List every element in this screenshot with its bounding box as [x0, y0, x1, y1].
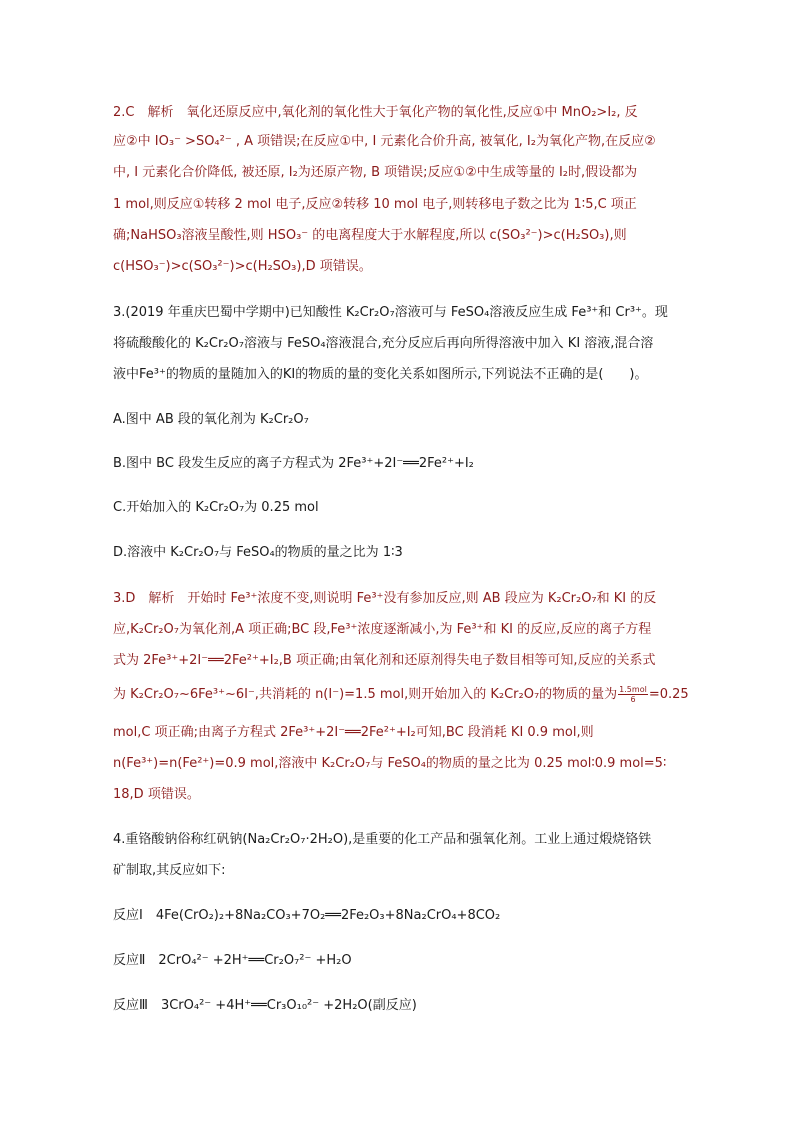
q3-answer-line-4-text: 为 K₂Cr₂O₇~6Fe³⁺~6I⁻,共消耗的 n(I⁻)=1.5 mol,则开始加入的 K₂Cr₂O₇的物质的量为 — [113, 687, 618, 702]
q3-option-c: C.开始加入的 K₂Cr₂O₇为 0.25 mol — [113, 500, 319, 515]
fraction-numerator: 1.5mol — [619, 685, 647, 694]
q3-answer-line-5: mol,C 项正确;由离子方程式 2Fe³⁺+2I⁻══2Fe²⁺+I₂可知,BC 段消耗 KI 0.9 mol,则 — [113, 725, 594, 740]
q4-reaction-1: 反应Ⅰ 4Fe(CrO₂)₂+8Na₂CO₃+7O₂══2Fe₂O₃+8Na₂CrO₄+8CO₂ — [113, 908, 501, 923]
q2-answer-line-6: c(HSO₃⁻)>c(SO₃²⁻)>c(H₂SO₃),D 项错误。 — [113, 259, 372, 274]
q4-stem-line-1: 4.重铬酸钠俗称红矾钠(Na₂Cr₂O₇·2H₂O),是重要的化工产品和强氧化剂。工业上通过煅烧铬铁 — [113, 832, 652, 847]
q3-option-d: D.溶液中 K₂Cr₂O₇与 FeSO₄的物质的量之比为 1∶3 — [113, 545, 403, 560]
q3-stem-line-1: 3.(2019 年重庆巴蜀中学期中)已知酸性 K₂Cr₂O₇溶液可与 FeSO₄溶液反应生成 Fe³⁺和 Cr³⁺。现 — [113, 305, 668, 320]
q3-answer-line-4 — [113, 685, 689, 705]
q3-answer-line-3: 式为 2Fe³⁺+2I⁻══2Fe²⁺+I₂,B 项正确;由氧化剂和还原剂得失电子数目相等可知,反应的关系式 — [113, 653, 656, 668]
q4-reaction-3: 反应Ⅲ 3CrO₄²⁻ +4H⁺══Cr₃O₁₀²⁻ +2H₂O(副反应) — [113, 998, 417, 1013]
q3-answer-line-6: n(Fe³⁺)=n(Fe²⁺)=0.9 mol,溶液中 K₂Cr₂O₇与 FeSO₄的物质的量之比为 0.25 mol∶0.9 mol=5∶ — [113, 756, 667, 771]
q3-answer-line-4-result: =0.25 — [648, 687, 689, 702]
q4-stem-line-2: 矿制取,其反应如下: — [113, 863, 226, 878]
fraction — [618, 685, 648, 704]
q3-option-b: B.图中 BC 段发生反应的离子方程式为 2Fe³⁺+2I⁻══2Fe²⁺+I₂ — [113, 456, 474, 471]
q3-answer-line-1: 3.D 解析 开始时 Fe³⁺浓度不变,则说明 Fe³⁺没有参加反应,则 AB 段应为 K₂Cr₂O₇和 KI 的反 — [113, 591, 657, 606]
q3-option-a: A.图中 AB 段的氧化剂为 K₂Cr₂O₇ — [113, 412, 309, 427]
q3-stem-line-2: 将硫酸酸化的 K₂Cr₂O₇溶液与 FeSO₄溶液混合,充分反应后再向所得溶液中加入 KI 溶液,混合溶 — [113, 336, 654, 351]
q4-reaction-2: 反应Ⅱ 2CrO₄²⁻ +2H⁺══Cr₂O₇²⁻ +H₂O — [113, 953, 352, 968]
q2-answer-line-3: 中, I 元素化合价降低, 被还原, I₂为还原产物, B 项错误;反应①②中生成等量的 I₂时,假设都为 — [113, 165, 638, 180]
q2-answer-line-5: 确;NaHSO₃溶液呈酸性,则 HSO₃⁻ 的电离程度大于水解程度,所以 c(SO₃²⁻)>c(H₂SO₃),则 — [113, 228, 627, 243]
q2-answer-line-2: 应②中 IO₃⁻ >SO₄²⁻ , A 项错误;在反应①中, I 元素化合价升高, 被氧化, I₂为氧化产物,在反应② — [113, 134, 656, 149]
q3-answer-line-2: 应,K₂Cr₂O₇为氧化剂,A 项正确;BC 段,Fe³⁺浓度逐渐减小,为 Fe³⁺和 KI 的反应,反应的离子方程 — [113, 622, 652, 637]
q3-answer-line-7: 18,D 项错误。 — [113, 787, 200, 802]
q2-answer-line-1: 2.C 解析 氧化还原反应中,氧化剂的氧化性大于氧化产物的氧化性,反应①中 MnO₂>I₂, 反 — [113, 105, 638, 120]
q3-stem-line-3: 液中Fe³⁺的物质的量随加入的KI的物质的量的变化关系如图所示,下列说法不正确的是( )。 — [113, 367, 648, 382]
q2-answer-line-4: 1 mol,则反应①转移 2 mol 电子,反应②转移 10 mol 电子,则转移电子数之比为 1∶5,C 项正 — [113, 197, 637, 212]
fraction-denominator: 6 — [630, 695, 636, 704]
